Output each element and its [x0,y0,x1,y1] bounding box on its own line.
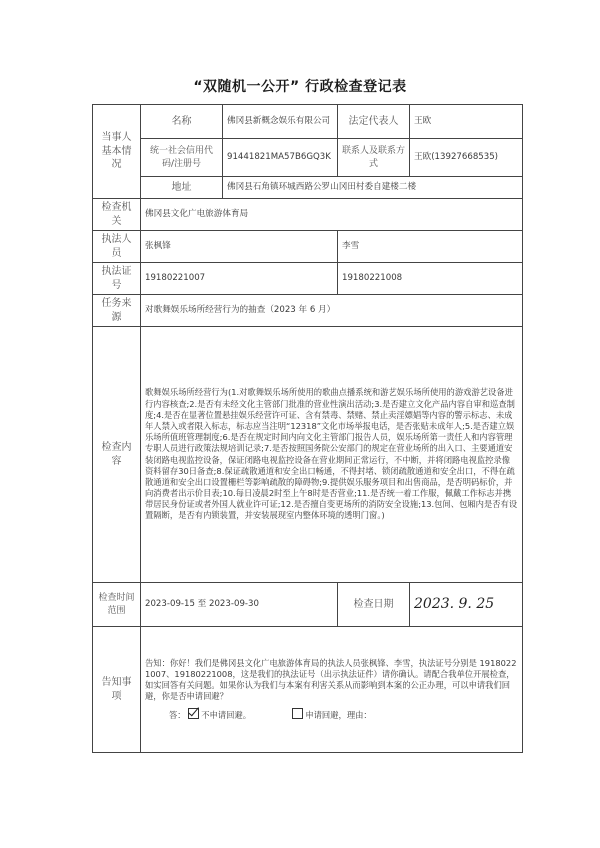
certificate-1: 19180221007 [141,263,338,295]
date-label: 检查日期 [338,583,410,627]
entity-row-name [93,105,523,139]
name-label: 名称 [141,105,223,139]
notice-row [93,627,523,753]
agency-value: 佛冈县文化广电旅游体育局 [141,199,523,231]
contact-label: 联系人及联系方式 [338,139,410,177]
credit-code-value: 91441821MA57B6GQ3K [223,139,338,177]
notice-cell [141,627,523,753]
option-recusal: 申请回避，理由： [305,710,372,721]
period-value: 2023-09-15 至 2023-09-30 [141,583,338,627]
officer-2: 李雪 [338,231,523,263]
inspection-form-table [92,104,523,753]
agency-row [93,199,523,231]
entity-row-address [93,177,523,199]
certificates-row [93,263,523,295]
officer-1: 张枫锋 [141,231,338,263]
task-row [93,295,523,327]
period-label: 检查时间范围 [93,583,141,627]
page-title: “双随机一公开” 行政检查登记表 [193,79,407,95]
legal-rep-value: 王欧 [410,105,523,139]
task-value: 对歌舞娱乐场所经营行为的抽查（2023 年 6 月） [141,295,523,327]
agency-label: 检查机关 [93,199,141,231]
certificate-2: 19180221008 [338,263,523,295]
address-label: 地址 [141,177,223,199]
name-value: 佛冈县新概念娱乐有限公司 [223,105,338,139]
certificates-label: 执法证号 [93,263,141,295]
content-text: 歌舞娱乐场所经营行为(1.对歌舞娱乐场所使用的歌曲点播系统和游艺娱乐场所使用的游戏游艺设备进行内容核查;2.是否有未经文化主管部门批准的营业性演出活动;3.是否建立文化产品内容自审和巡查制度;4.是否在显著位置悬挂娱乐经营许可证、含有禁毒、禁赌、禁止卖淫嫖娼等内容的警示标志、未成年人禁入或者限入标志，标志应当注明“12318”文化市场举报电话，是否张贴未成年人;5.是否建立娱乐场所值班管理制度;6.是否在规定时间内向文化主管部门报告人员，娱乐场所第一责任人和内容管理专职人员进行政策法规培训记录;7.是否按照国务院公安部门的规定在营业场所的出入口、主要通道安装闭路电视监控设备，保证闭路电视监控设备在营业期间正常运行，不中断，并将闭路电视监控录像资料留存30日备查;8.保证疏散通道和安全出口畅通，不得封堵、锁闭疏散通道和安全出口，不得在疏散通道和安全出口设置栅栏等影响疏散的障碍物;9.提供娱乐服务项目和出售商品，是否明码标价，并向消费者出示价目表;10.每日凌晨2时至上午8时是否营业;11.是否统一着工作服，佩戴工作标志并携带居民身份证或者外国人就业许可证;12.是否擅自变更场所的消防安全设施;13.包间、包厢内是否有设置隔断，是否有内锁装置，并安装展现室内整体环境的透明门窗。) [141,327,523,583]
credit-code-label: 统一社会信用代码/注册号 [141,139,223,177]
entity-row-credit [93,139,523,177]
officers-label: 执法人员 [93,231,141,263]
content-row [93,327,523,583]
period-row [93,583,523,627]
address-value: 佛冈县石角镇环城西路公罗山冈田村委自建楼二楼 [223,177,523,199]
task-label: 任务来源 [93,295,141,327]
officers-row [93,231,523,263]
content-label: 检查内容 [93,327,141,583]
date-value: 2023. 9. 25 [410,583,523,627]
notice-label: 告知事项 [93,627,141,753]
notice-text: 告知：你好！我们是佛冈县文化广电旅游体育局的执法人员张枫锋、李雪，执法证号分别是 19180221007、19180221008，这是我们的执法证号（出示执法证件）请你确认。请配合我单位开展检查，如实回答有关问题。如果你认为我们与本案有利害关系从而影响到本案的公正办理，可以申请我们回避，你是否申请回避？ [145,657,517,702]
checkbox-recusal[interactable] [292,708,303,719]
legal-rep-label: 法定代表人 [338,105,410,139]
option-no-recusal: 不申请回避。 [201,710,252,721]
notice-answer [145,708,518,721]
contact-value: 王欧(13927668535) [410,139,523,177]
checkbox-no-recusal[interactable] [188,708,199,719]
answer-prefix: 答： [169,710,186,721]
entity-section-label: 当事人基本情况 [93,105,141,199]
